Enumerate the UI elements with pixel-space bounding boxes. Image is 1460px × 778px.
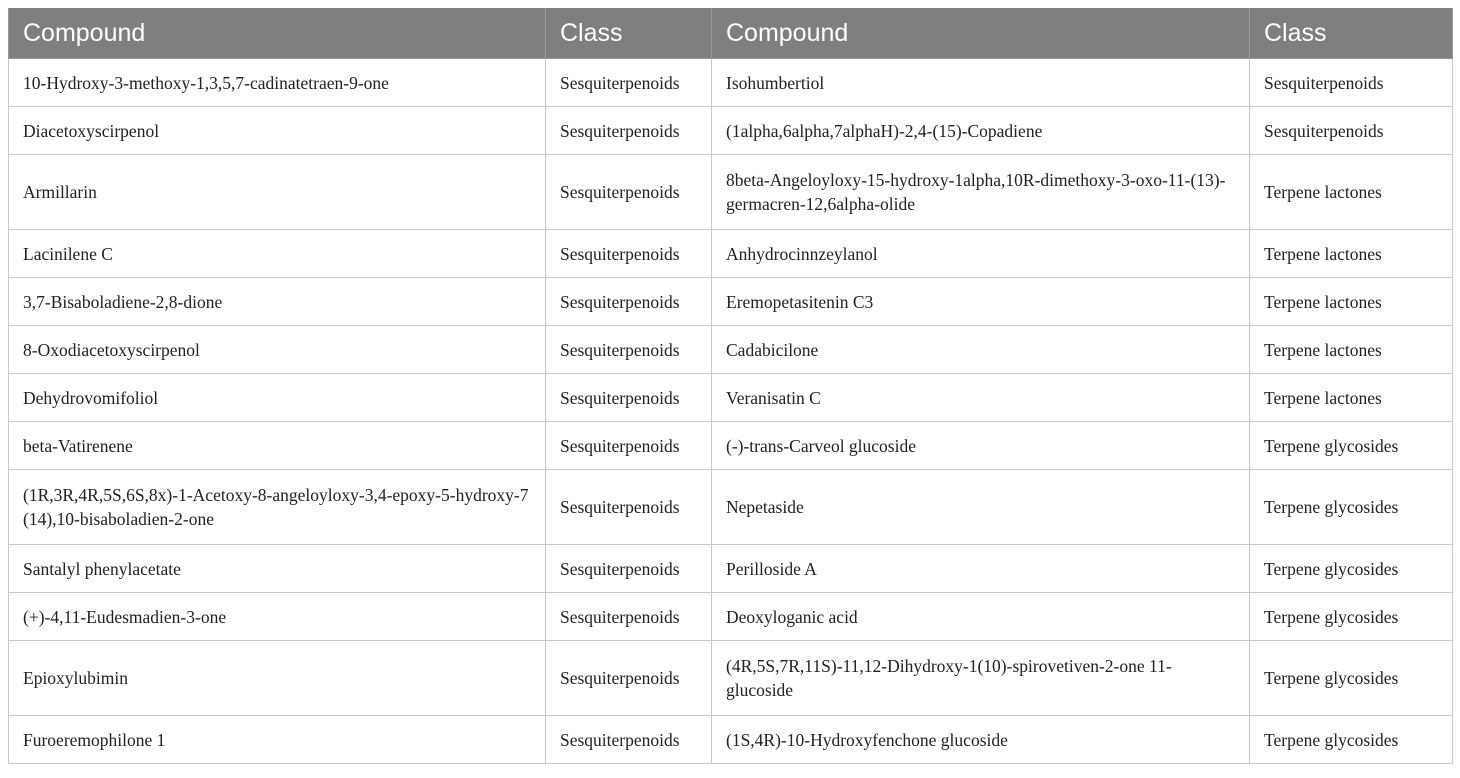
table-row — [9, 593, 1453, 641]
class-cell: Terpene glycosides — [1250, 422, 1453, 470]
compound-cell: Dehydrovomifoliol — [9, 374, 546, 422]
compound-cell: (1alpha,6alpha,7alphaH)-2,4-(15)-Copadiene — [712, 107, 1250, 155]
compound-class-table — [8, 8, 1453, 764]
compound-cell: Deoxyloganic acid — [712, 593, 1250, 641]
compound-cell: 8beta-Angeloyloxy-15-hydroxy-1alpha,10R-dimethoxy-3-oxo-11-(13)-germacren-12,6alpha-olide — [712, 155, 1250, 230]
compound-cell: (4R,5S,7R,11S)-11,12-Dihydroxy-1(10)-spirovetiven-2-one 11-glucoside — [712, 641, 1250, 716]
compound-cell: beta-Vatirenene — [9, 422, 546, 470]
compound-cell: Cadabicilone — [712, 326, 1250, 374]
table-row — [9, 422, 1453, 470]
class-cell: Terpene lactones — [1250, 230, 1453, 278]
compound-cell: (-)-trans-Carveol glucoside — [712, 422, 1250, 470]
class-cell: Sesquiterpenoids — [546, 155, 712, 230]
compound-cell: 8-Oxodiacetoxyscirpenol — [9, 326, 546, 374]
class-cell: Sesquiterpenoids — [546, 545, 712, 593]
class-cell: Terpene lactones — [1250, 278, 1453, 326]
compound-cell: Armillarin — [9, 155, 546, 230]
table-row — [9, 641, 1453, 716]
class-cell: Sesquiterpenoids — [546, 716, 712, 764]
compound-cell: Epioxylubimin — [9, 641, 546, 716]
class-cell: Sesquiterpenoids — [546, 230, 712, 278]
class-cell: Terpene lactones — [1250, 155, 1453, 230]
compound-cell: (1R,3R,4R,5S,6S,8x)-1-Acetoxy-8-angeloyloxy-3,4-epoxy-5-hydroxy-7 (14),10-bisaboladien-2-one — [9, 470, 546, 545]
compound-cell: 3,7-Bisaboladiene-2,8-dione — [9, 278, 546, 326]
table-row — [9, 278, 1453, 326]
table-row — [9, 59, 1453, 107]
compound-cell: Eremopetasitenin C3 — [712, 278, 1250, 326]
compound-cell: Lacinilene C — [9, 230, 546, 278]
class-cell: Terpene glycosides — [1250, 545, 1453, 593]
compound-cell: Veranisatin C — [712, 374, 1250, 422]
class-cell: Sesquiterpenoids — [546, 374, 712, 422]
table-row — [9, 545, 1453, 593]
class-cell: Sesquiterpenoids — [546, 326, 712, 374]
class-cell: Sesquiterpenoids — [546, 641, 712, 716]
compound-cell: Nepetaside — [712, 470, 1250, 545]
table-row — [9, 716, 1453, 764]
table-header-row — [9, 8, 1453, 59]
header-class-1: Class — [546, 8, 712, 59]
header-compound-1: Compound — [9, 8, 546, 59]
compound-cell: Diacetoxyscirpenol — [9, 107, 546, 155]
class-cell: Terpene glycosides — [1250, 641, 1453, 716]
class-cell: Sesquiterpenoids — [546, 593, 712, 641]
compound-cell: Furoeremophilone 1 — [9, 716, 546, 764]
compound-cell: 10-Hydroxy-3-methoxy-1,3,5,7-cadinatetraen-9-one — [9, 59, 546, 107]
table-row — [9, 470, 1453, 545]
class-cell: Terpene lactones — [1250, 374, 1453, 422]
class-cell: Sesquiterpenoids — [546, 278, 712, 326]
compound-cell: Isohumbertiol — [712, 59, 1250, 107]
compound-cell: Santalyl phenylacetate — [9, 545, 546, 593]
table-row — [9, 326, 1453, 374]
header-compound-2: Compound — [712, 8, 1250, 59]
class-cell: Terpene glycosides — [1250, 716, 1453, 764]
table-row — [9, 230, 1453, 278]
class-cell: Sesquiterpenoids — [546, 59, 712, 107]
compound-cell: (1S,4R)-10-Hydroxyfenchone glucoside — [712, 716, 1250, 764]
class-cell: Terpene glycosides — [1250, 593, 1453, 641]
table-row — [9, 374, 1453, 422]
compound-cell: (+)-4,11-Eudesmadien-3-one — [9, 593, 546, 641]
class-cell: Sesquiterpenoids — [546, 107, 712, 155]
class-cell: Sesquiterpenoids — [1250, 107, 1453, 155]
table-row — [9, 155, 1453, 230]
class-cell: Terpene glycosides — [1250, 470, 1453, 545]
compound-cell: Perilloside A — [712, 545, 1250, 593]
header-class-2: Class — [1250, 8, 1453, 59]
class-cell: Terpene lactones — [1250, 326, 1453, 374]
class-cell: Sesquiterpenoids — [546, 422, 712, 470]
compound-table-container — [8, 8, 1452, 764]
table-row — [9, 107, 1453, 155]
class-cell: Sesquiterpenoids — [546, 470, 712, 545]
class-cell: Sesquiterpenoids — [1250, 59, 1453, 107]
compound-cell: Anhydrocinnzeylanol — [712, 230, 1250, 278]
